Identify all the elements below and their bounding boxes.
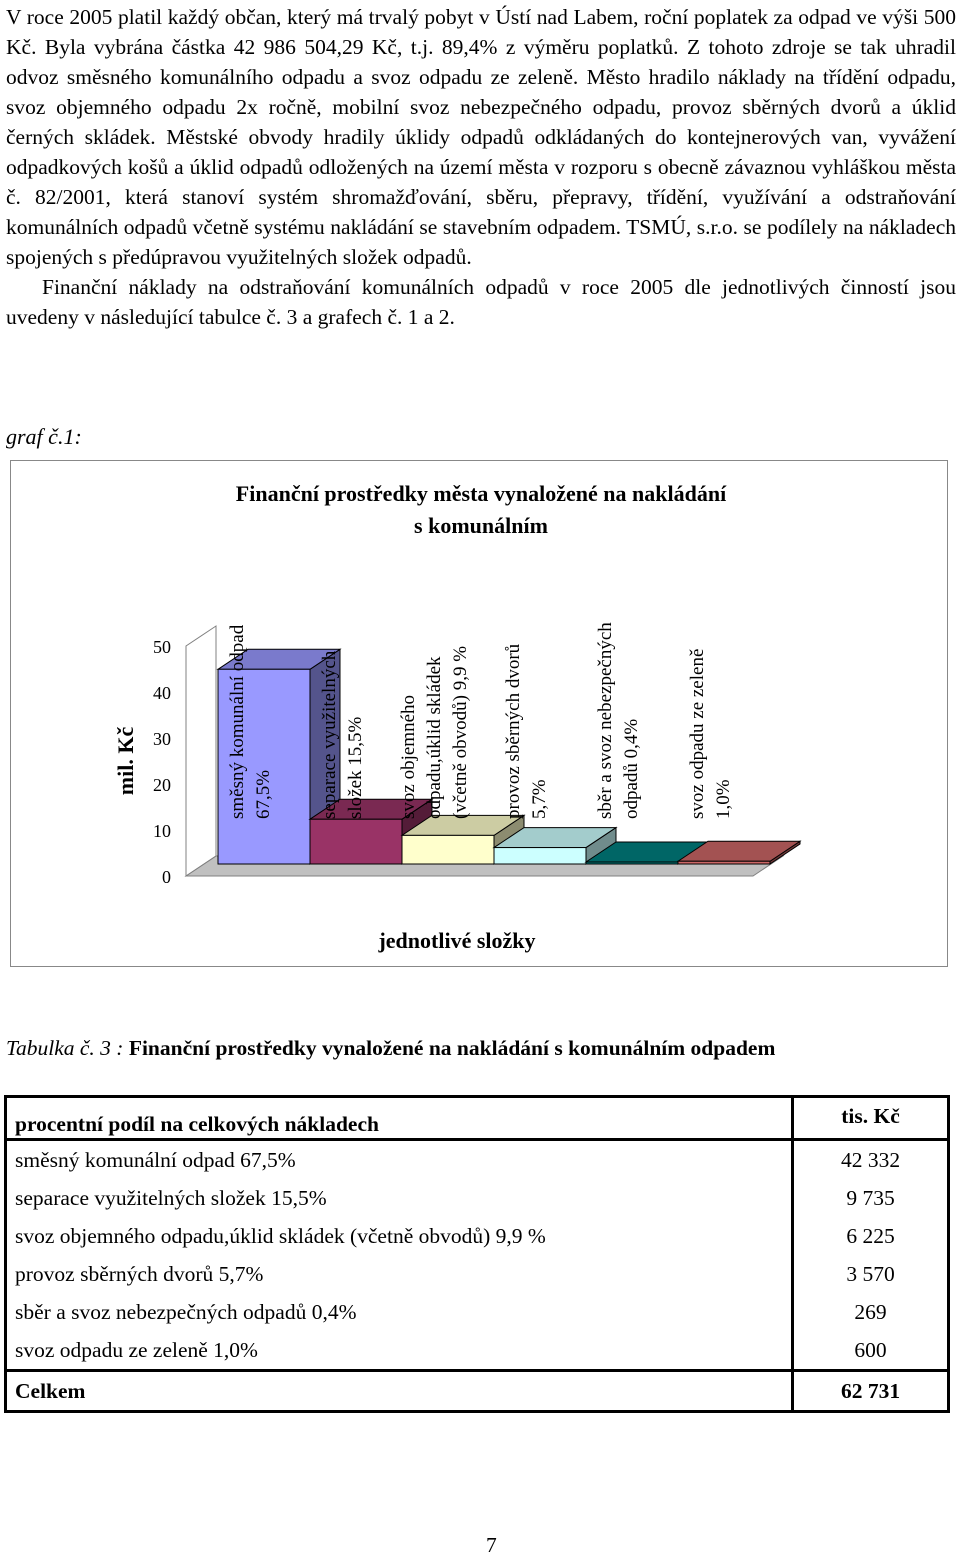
table-row: [6, 1179, 949, 1217]
table-cell-value: 9 735: [793, 1179, 949, 1217]
category-label: (včetně obvodů) 9,9 %: [450, 645, 471, 819]
y-tick-label: 10: [153, 821, 171, 841]
category-label: směsný komunální odpad: [227, 624, 248, 819]
y-tick-label: 30: [153, 729, 171, 749]
table-caption-title: Finanční prostředky vynaložené na nakládání s komunálním odpadem: [128, 1036, 776, 1060]
category-label: 5,7%: [529, 779, 550, 819]
category-label: odpadů 0,4%: [621, 718, 642, 819]
table-total-row: [6, 1371, 949, 1412]
bar: [678, 861, 770, 864]
page-number: 7: [486, 1533, 497, 1557]
table-row: [6, 1331, 949, 1371]
table-cell-label: provoz sběrných dvorů 5,7%: [6, 1255, 793, 1293]
table-header-row: [6, 1097, 949, 1140]
table-cell-label: svoz objemného odpadu,úklid skládek (včetně obvodů) 9,9 %: [6, 1217, 793, 1255]
bar: [494, 848, 586, 864]
table-row: [6, 1140, 949, 1180]
table-row: [6, 1255, 949, 1293]
y-tick-label: 0: [162, 867, 171, 887]
body-paragraph-2: Finanční náklady na odstraňování komunálních odpadů v roce 2005 dle jednotlivých činností jsou uvedeny v následující tabulce č. 3 a grafech č. 1 a 2.: [6, 275, 956, 329]
category-label: 67,5%: [253, 769, 274, 819]
y-tick-label: 40: [153, 683, 171, 703]
table-header-label: procentní podíl na celkových nákladech: [6, 1097, 793, 1140]
category-label: složek 15,5%: [345, 716, 366, 819]
body-text: [6, 2, 956, 332]
body-paragraph-1: V roce 2005 platil každý občan, který má trvalý pobyt v Ústí nad Labem, roční poplatek za odpad ve výši 500 Kč. Byla vybrána částka 42 986 504,29 Kč, t.j. 89,4% z výměru poplatků. Z tohoto zdroje se tak uhradil odvoz směsného komunálního odpadu a svoz odpadu ze zeleně. Město hradilo náklady na třídění odpadu, svoz objemného odpadu 2x ročně, mobilní svoz nebezpečného odpadu, provoz sběrných dvorů a úklid černých skládek. Městské obvody hradily úklidy odpadů odkládaných do kontejnerových van, vyvážení odpadkových košů a úklid odpadů odložených na území města v rozporu s obecně závaznou vyhláškou města č. 82/2001, která stanoví systém shromažďování, sběru, přepravy, třídění, využívání a odstraňování komunálních odpadů včetně systému nakládání se stavebním odpadem. TSMÚ, s.r.o. se podílely na nákladech spojených s předúpravou využitelných složek odpadů.: [6, 5, 956, 269]
x-axis-label: jednotlivé složky: [378, 928, 536, 953]
table-row: [6, 1293, 949, 1331]
bar: [310, 819, 402, 864]
bar-chart: [11, 461, 947, 966]
table-cell-value: 6 225: [793, 1217, 949, 1255]
y-tick-label: 20: [153, 775, 171, 795]
table-total-label: Celkem: [6, 1371, 793, 1412]
cost-table: [4, 1095, 950, 1413]
table-total-value: 62 731: [793, 1371, 949, 1412]
table-header-value: tis. Kč: [793, 1097, 949, 1140]
table-cell-label: směsný komunální odpad 67,5%: [6, 1140, 793, 1180]
table-row: [6, 1217, 949, 1255]
table-cell-label: separace využitelných složek 15,5%: [6, 1179, 793, 1217]
chart-frame: [10, 460, 948, 967]
table-caption-number: Tabulka č. 3 :: [6, 1036, 129, 1060]
category-label: svoz odpadu ze zeleně: [687, 648, 708, 819]
category-label: svoz objemného: [398, 694, 419, 819]
table-cell-value: 3 570: [793, 1255, 949, 1293]
category-label: sběr a svoz nebezpečných: [595, 622, 616, 819]
table-cell-label: svoz odpadu ze zeleně 1,0%: [6, 1331, 793, 1371]
category-label: 1,0%: [713, 779, 734, 819]
category-label: separace využitelných: [319, 650, 340, 819]
chart-title: Finanční prostředky města vynaložené na nakládání s komunálním: [235, 481, 727, 538]
bar: [586, 862, 678, 864]
table-cell-value: 42 332: [793, 1140, 949, 1180]
category-label: odpadu,úklid skládek: [424, 656, 445, 819]
chart-side-wall: [186, 626, 216, 876]
y-axis-label: mil. Kč: [113, 726, 138, 796]
bar: [402, 835, 494, 864]
graph-label: graf č.1:: [6, 424, 82, 449]
y-tick-label: 50: [153, 637, 171, 657]
table-cell-value: 269: [793, 1293, 949, 1331]
table-cell-value: 600: [793, 1331, 949, 1371]
category-label: provoz sběrných dvorů: [503, 643, 524, 819]
table-caption: [6, 1036, 775, 1061]
table-cell-label: sběr a svoz nebezpečných odpadů 0,4%: [6, 1293, 793, 1331]
